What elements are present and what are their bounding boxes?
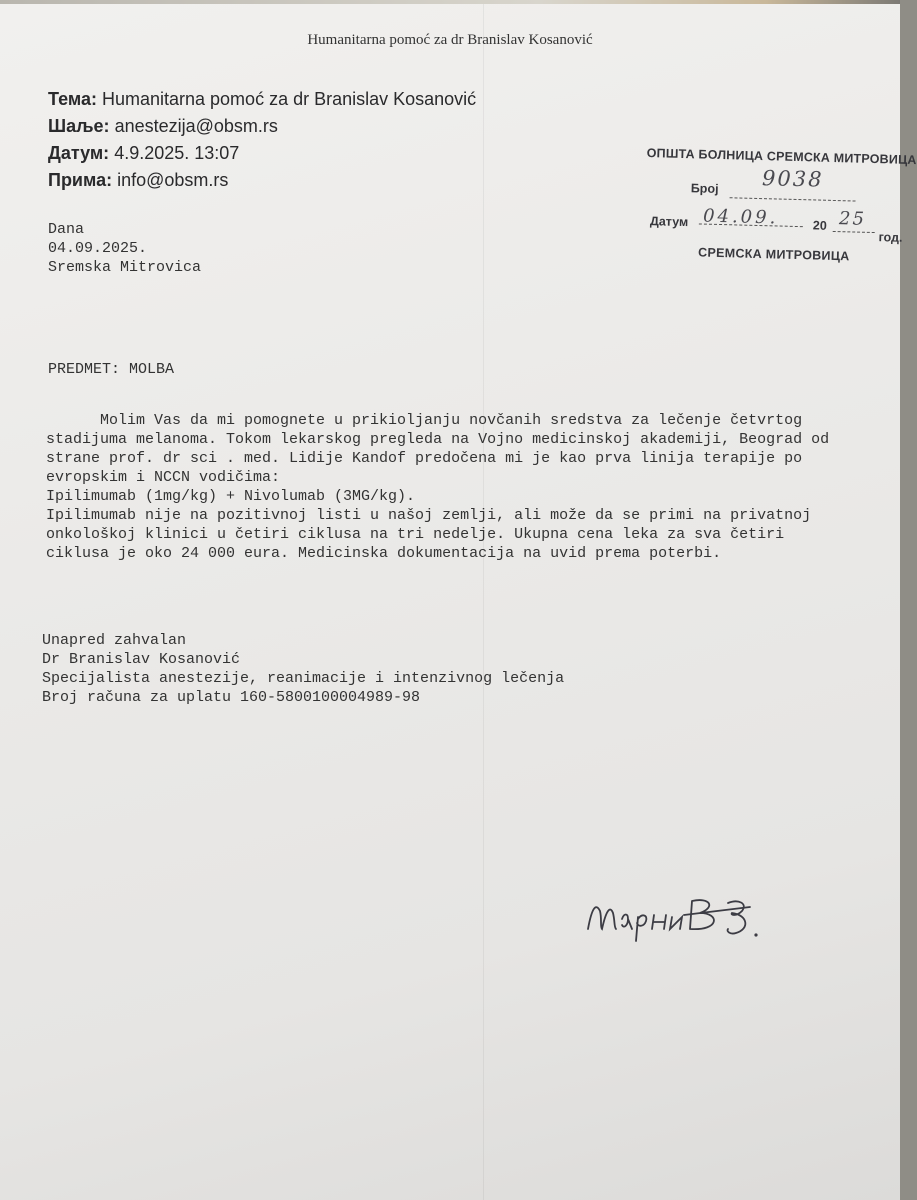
email-date-row: [48, 140, 476, 167]
stamp-number-value: 9038: [761, 166, 824, 192]
email-sender-value: anestezija@obsm.rs: [114, 116, 278, 136]
letter-closing: [42, 631, 564, 707]
email-recipient-label: Прима:: [48, 170, 113, 190]
signatory-name: Dr Branislav Kosanović: [42, 651, 241, 668]
body-line: Molim Vas da mi pomognete u prikioljanju novčanih sredstva za lečenje četvrtog: [46, 412, 803, 429]
bank-account: Broj računa za uplatu 160-5800100004989-98: [42, 689, 421, 706]
stamp-century: 20: [812, 218, 827, 233]
email-date-label: Датум:: [48, 143, 110, 163]
letter-page: [0, 4, 917, 1200]
closing-line: Unapred zahvalan: [42, 632, 187, 649]
email-metadata: [48, 86, 476, 194]
place-date-line: 04.09.2025.: [48, 240, 148, 257]
stamp-number-line: [730, 197, 856, 201]
body-line: stadijuma melanoma. Tokom lekarskog pregleda na Vojno medicinskoj akademiji, Beograd od: [46, 431, 830, 448]
signatory-title: Specijalista anestezije, reanimacije i intenzivnog lečenja: [42, 670, 565, 687]
stamp-year-line: [833, 231, 875, 233]
hospital-registry-stamp: [642, 142, 917, 279]
email-subject-row: [48, 86, 476, 113]
email-sender-label: Шаље:: [48, 116, 110, 136]
body-line: ciklusa je oko 24 000 eura. Medicinska dokumentacija na uvid prema poterbi.: [46, 545, 722, 562]
stamp-organization: ОПШТА БОЛНИЦА СРЕМСКА МИТРОВИЦА: [646, 146, 917, 168]
letter-subject: PREDMET: MOLBA: [48, 361, 175, 378]
stamp-date-label: Датум: [649, 214, 689, 230]
email-subject-label: Тема:: [48, 89, 97, 109]
body-line: Ipilimumab (1mg/kg) + Nivolumab (3MG/kg).: [46, 488, 416, 505]
email-sender-row: [48, 113, 476, 140]
email-subject-value: Humanitarna pomoć za dr Branislav Kosanović: [101, 89, 477, 109]
body-line: evropskim i NCCN vodičima:: [46, 469, 281, 486]
stamp-number-label: Број: [690, 181, 719, 196]
body-line: Ipilimumab nije na pozitivnoj listi u našoj zemlji, ali može da se primi na privatnoj: [46, 507, 812, 524]
stamp-date-value: 04.09.: [702, 205, 779, 229]
email-date-value: 4.9.2025. 13:07: [114, 143, 240, 163]
body-line: strane prof. dr sci . med. Lidije Kandof predočena mi je kao prva linija terapije po: [46, 450, 803, 467]
email-recipient-value: info@obsm.rs: [117, 170, 229, 190]
print-header-title: Humanitarna pomoć za dr Branislav Kosanović: [307, 32, 593, 48]
letter-body: [46, 411, 829, 563]
stamp-year-value: 25: [838, 208, 867, 230]
email-recipient-row: [48, 167, 476, 194]
paper-fold: [483, 4, 484, 1200]
place-date-line: Sremska Mitrovica: [48, 259, 202, 276]
stamp-city: СРЕМСКА МИТРОВИЦА: [697, 245, 850, 264]
handwritten-signature: [580, 889, 820, 949]
stamp-year-suffix: год.: [878, 230, 903, 245]
place-date-line: Dana: [48, 221, 85, 238]
place-and-date: [48, 220, 201, 277]
body-line: onkološkoj klinici u četiri ciklusa na tri nedelje. Ukupna cena leka za sva četiri: [46, 526, 785, 543]
